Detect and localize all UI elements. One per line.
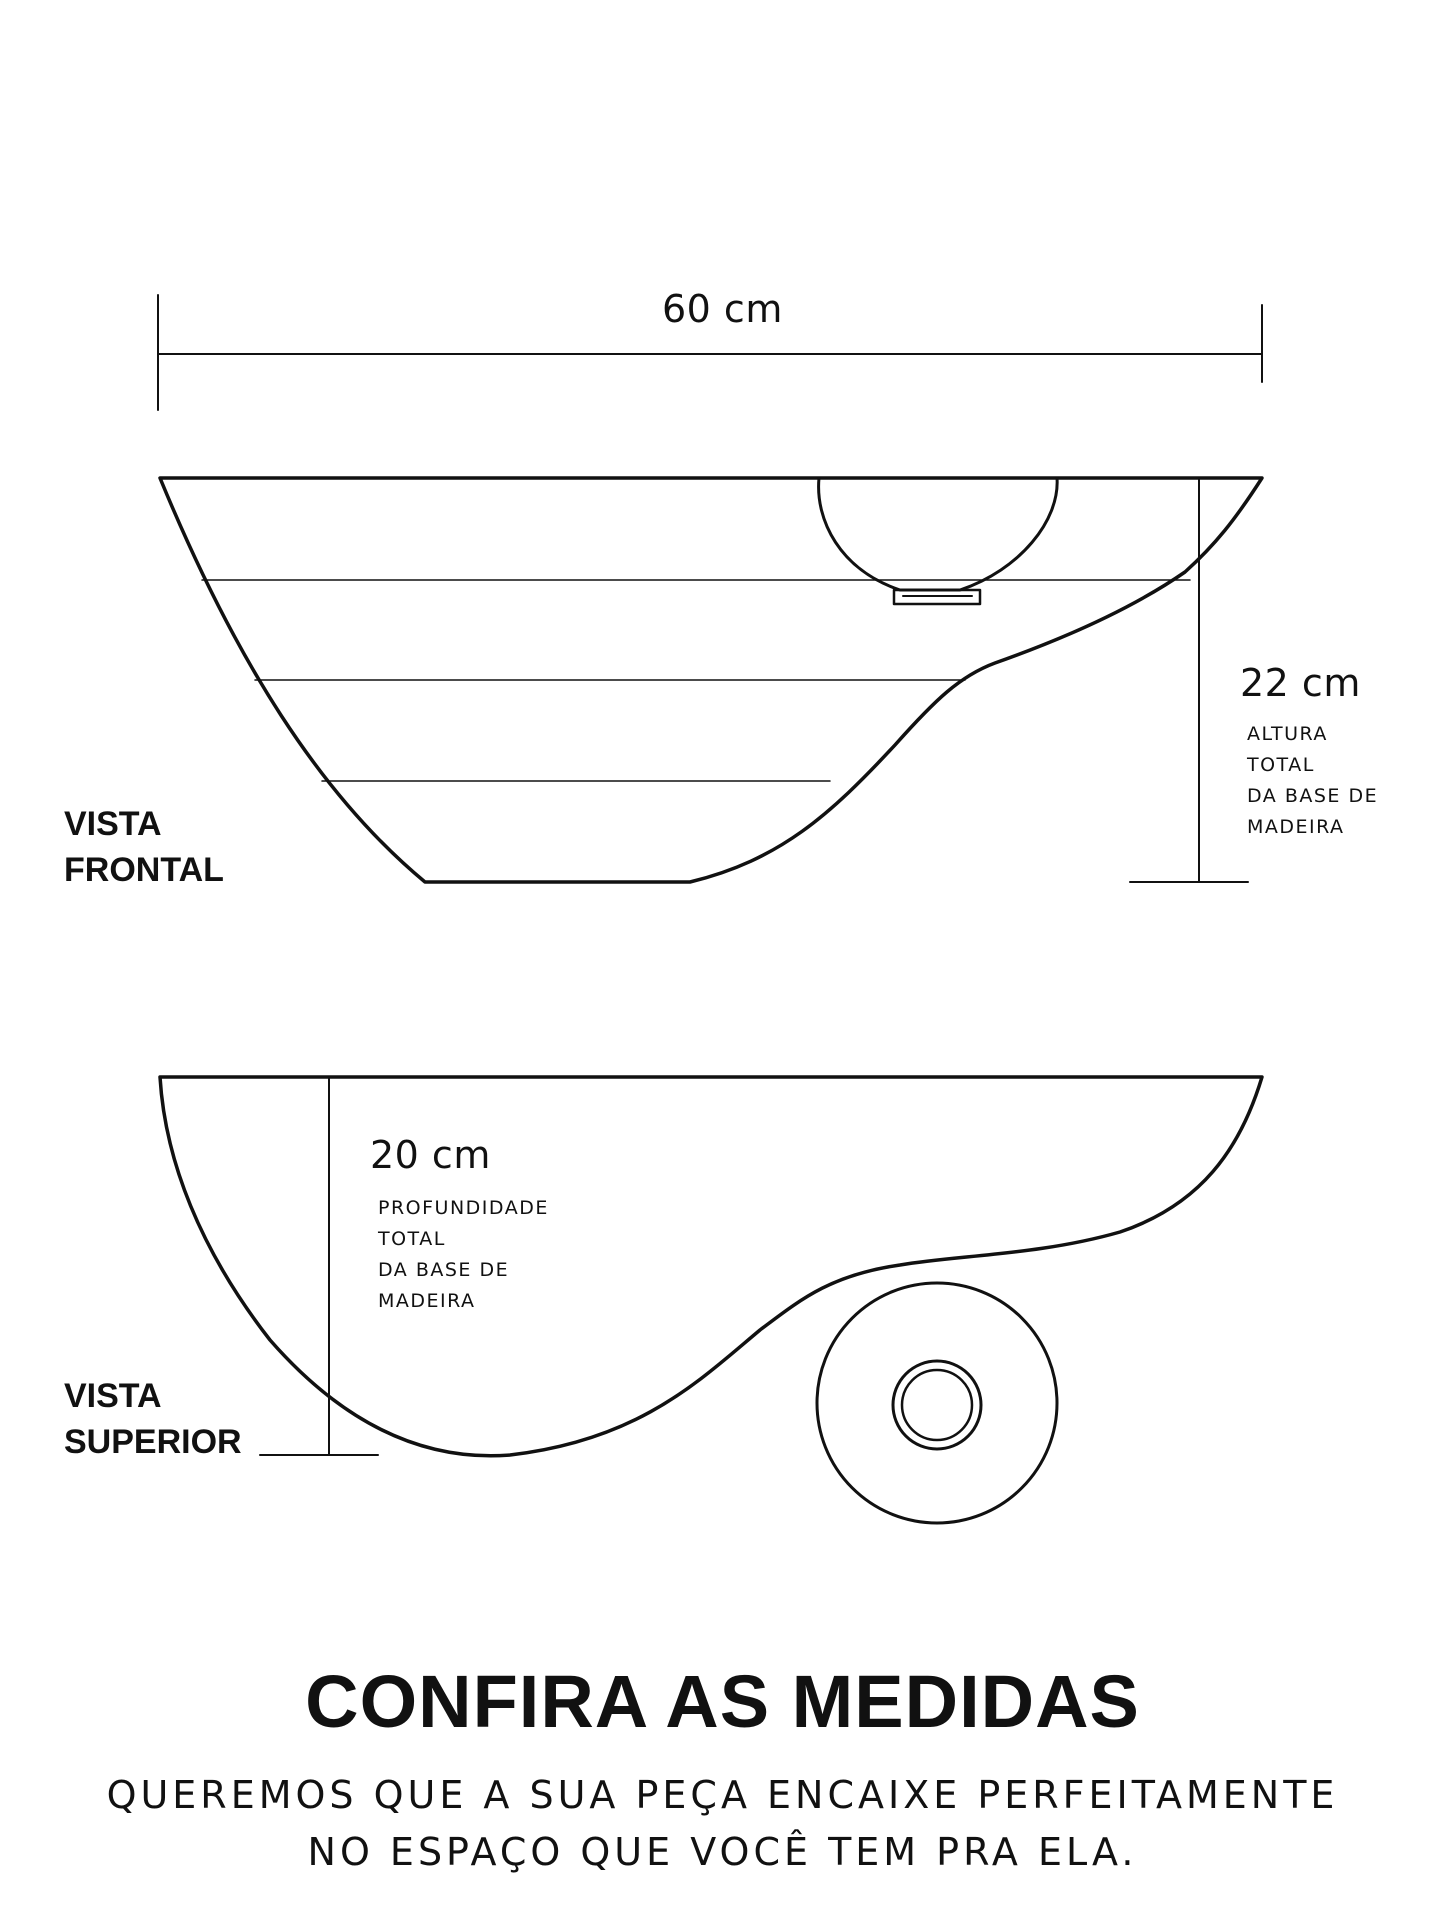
front-bowl <box>819 478 1058 590</box>
top-view-label-line: VISTA <box>64 1377 162 1415</box>
height-note-line: TOTAL <box>1247 754 1315 776</box>
height-dimension <box>1130 478 1248 882</box>
page-title: CONFIRA AS MEDIDAS <box>305 1660 1140 1743</box>
front-view-label-line: VISTA <box>64 805 162 843</box>
front-view-outline <box>160 478 1262 882</box>
top-basin-circle <box>817 1283 1057 1523</box>
top-drain-outer <box>893 1361 981 1449</box>
height-note <box>1247 719 1378 843</box>
width-label: 60 cm <box>662 287 783 331</box>
front-view-label <box>64 801 224 893</box>
subtitle-line-2: NO ESPAÇO QUE VOCÊ TEM PRA ELA. <box>307 1830 1138 1874</box>
height-note-line: ALTURA <box>1247 723 1328 745</box>
height-note-line: DA BASE DE <box>1247 785 1379 807</box>
depth-note-line: TOTAL <box>378 1228 446 1250</box>
top-drain-inner <box>902 1370 972 1440</box>
depth-label: 20 cm <box>370 1133 491 1177</box>
height-label: 22 cm <box>1240 661 1361 705</box>
top-view-label-line: SUPERIOR <box>64 1423 242 1461</box>
depth-dimension <box>260 1077 378 1455</box>
subtitle-line-1: QUEREMOS QUE A SUA PEÇA ENCAIXE PERFEITAMENTE <box>106 1773 1339 1817</box>
top-view-label <box>64 1373 242 1465</box>
front-view-label-line: FRONTAL <box>64 851 224 889</box>
depth-note-line: PROFUNDIDADE <box>378 1197 549 1219</box>
depth-note-line: MADEIRA <box>378 1290 476 1312</box>
height-note-line: MADEIRA <box>1247 816 1345 838</box>
depth-note-line: DA BASE DE <box>378 1259 510 1281</box>
depth-note <box>378 1193 549 1317</box>
top-view-outline <box>160 1077 1262 1523</box>
